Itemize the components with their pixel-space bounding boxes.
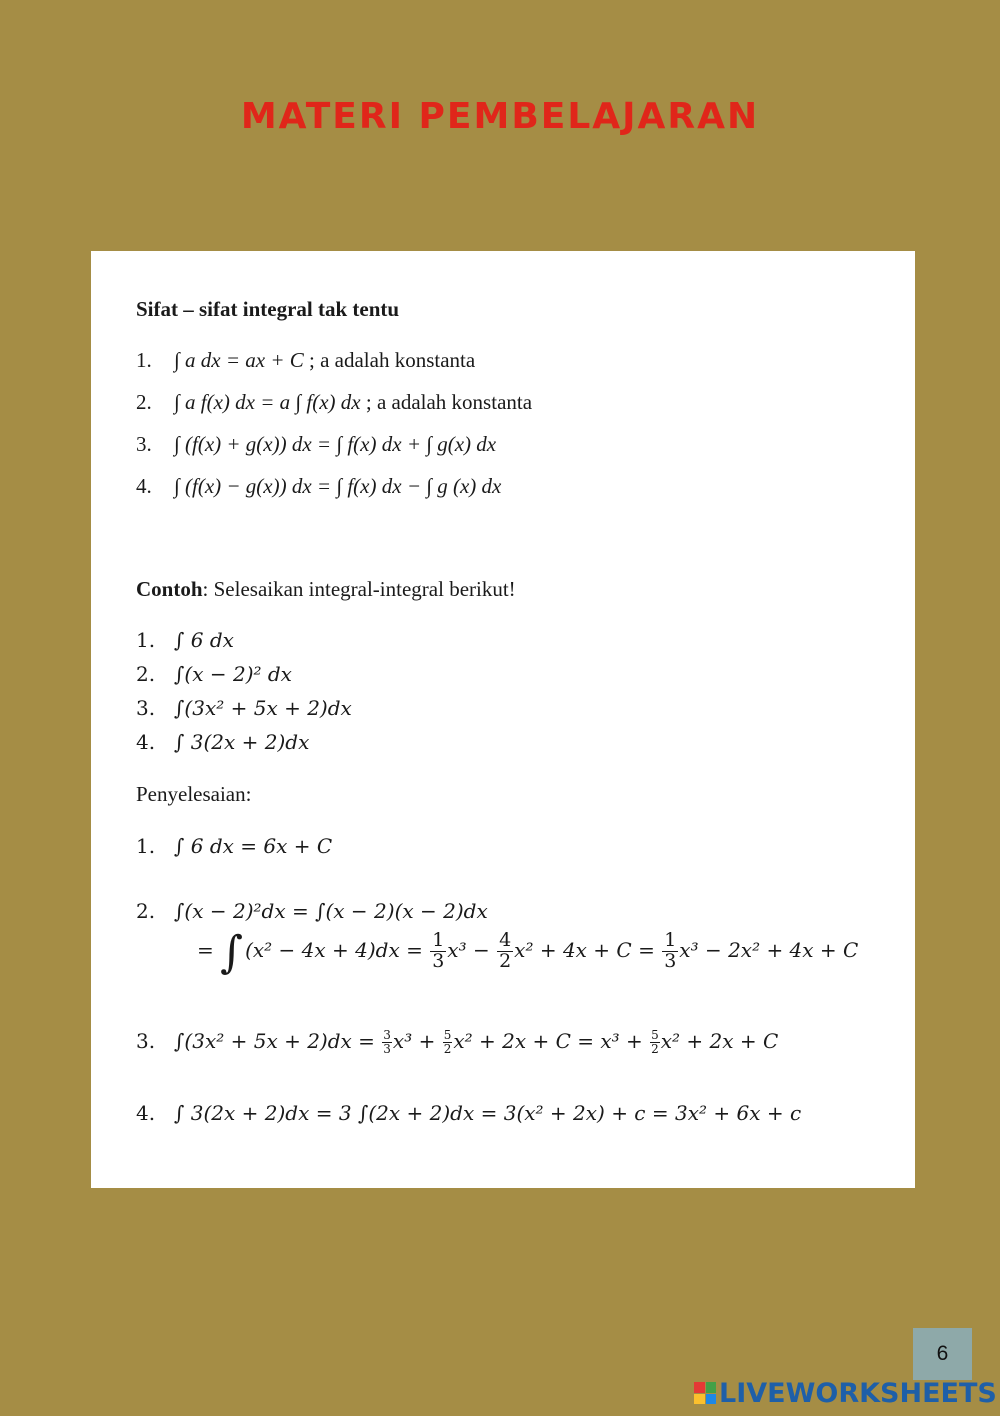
sifat-item-4 — [136, 476, 501, 497]
sifat-item-3 — [136, 434, 496, 455]
term: x³ + — [392, 1029, 436, 1054]
item-number: 4. — [136, 730, 156, 754]
term: x² + 4x + C = — [514, 938, 655, 962]
item-number: 4. — [136, 1101, 156, 1125]
note: ; a adalah konstanta — [360, 390, 533, 414]
sifat-item-2 — [136, 392, 532, 413]
fraction: $\frac{1}{3}$ — [664, 929, 677, 972]
integrand: (x² − 4x + 4)dx = — [245, 938, 423, 962]
formula: ∫ 3(2x + 2)dx = 3 ∫(2x + 2)dx = 3(x² + 2x) + c = 3x² + 6x + c — [174, 1101, 802, 1125]
item-number: 1. — [136, 348, 152, 372]
solution-2-line-1 — [136, 901, 488, 921]
item-number: 1. — [136, 834, 156, 858]
solution-3 — [136, 1029, 778, 1056]
formula: ∫(x − 2)² dx — [174, 662, 292, 686]
item-number: 2. — [136, 662, 156, 686]
item-number: 3. — [136, 696, 156, 720]
logo-icon — [694, 1382, 716, 1404]
formula: ∫(x − 2)²dx = ∫(x − 2)(x − 2)dx — [174, 899, 488, 923]
contoh-text: : Selesaikan integral-integral berikut! — [202, 577, 516, 601]
formula: ∫ a dx = ax + C — [174, 348, 304, 372]
sifat-item-1 — [136, 350, 475, 371]
sifat-heading: Sifat – sifat integral tak tentu — [136, 297, 400, 321]
formula: ∫ (f(x) − g(x)) dx = ∫ f(x) dx − ∫ g (x) dx — [174, 474, 502, 498]
penyelesaian-heading: Penyelesaian: — [136, 782, 252, 806]
contoh-item-1 — [136, 630, 234, 650]
term: x² + 2x + C = x³ + — [453, 1029, 643, 1054]
page-number: 6 — [913, 1328, 972, 1380]
fraction: $\frac{3}{3}$ — [383, 1028, 391, 1057]
item-number: 2. — [136, 390, 152, 414]
integral-sign: ∫ — [220, 927, 244, 978]
liveworksheets-logo[interactable] — [694, 1378, 997, 1408]
item-number: 3. — [136, 1029, 156, 1054]
item-number: 1. — [136, 628, 156, 652]
note: ; a adalah konstanta — [303, 348, 476, 372]
contoh-label: Contoh — [136, 577, 203, 601]
formula: ∫ (f(x) + g(x)) dx = ∫ f(x) dx + ∫ g(x) dx — [174, 432, 497, 456]
formula: ∫(3x² + 5x + 2)dx = — [174, 1029, 375, 1054]
contoh-item-4 — [136, 732, 309, 752]
solution-4 — [136, 1103, 801, 1123]
fraction: $\frac{5}{2}$ — [443, 1028, 452, 1057]
fraction: $\frac{5}{2}$ — [651, 1028, 659, 1057]
contoh-heading — [136, 579, 516, 600]
item-number: 3. — [136, 432, 152, 456]
page-title: MATERI PEMBELAJARAN — [240, 96, 760, 137]
formula: ∫ a f(x) dx = a ∫ f(x) dx — [174, 390, 361, 414]
formula: ∫ 6 dx = 6x + C — [174, 834, 333, 858]
item-number: 2. — [136, 899, 156, 923]
formula: ∫(3x² + 5x + 2)dx — [174, 696, 352, 720]
solution-2-line-2 — [197, 927, 859, 978]
contoh-item-3 — [136, 698, 352, 718]
brand-name: LIVEWORKSHEETS — [719, 1377, 997, 1409]
solution-1 — [136, 836, 332, 856]
formula: ∫ 3(2x + 2)dx — [174, 730, 310, 754]
item-number: 4. — [136, 474, 152, 498]
fraction: $\frac{4}{2}$ — [499, 929, 512, 972]
term: x³ − 2x² + 4x + C — [679, 938, 859, 962]
formula: ∫ 6 dx — [174, 628, 234, 652]
term: x³ − — [447, 938, 490, 962]
content-panel — [91, 251, 915, 1188]
fraction: $\frac{1}{3}$ — [432, 929, 445, 972]
contoh-item-2 — [136, 664, 292, 684]
equals-sign: = — [197, 938, 214, 962]
term: x² + 2x + C — [660, 1029, 779, 1054]
